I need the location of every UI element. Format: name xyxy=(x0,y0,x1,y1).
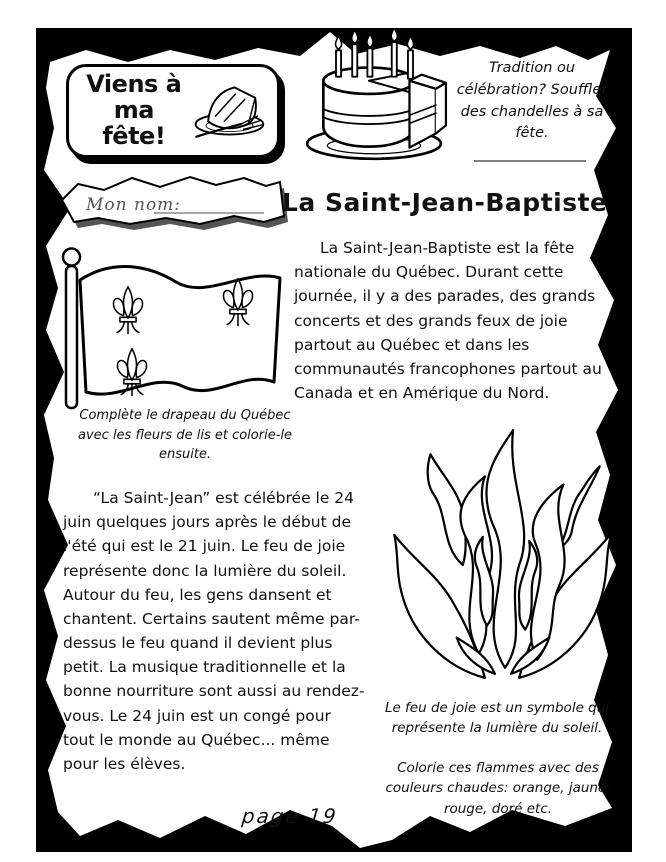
fire-caption: Le feu de joie est un symbole qui représente la lumière du soleil. xyxy=(384,700,610,737)
name-label: Mon nom: xyxy=(86,195,182,215)
cake-slice-icon xyxy=(189,71,271,151)
intro-paragraph: La Saint-Jean-Baptiste est la fête nationale du Québec. Durant cette journée, il y a des parades, des grands concerts et des grands feux de joie partout au Québec et dans les communautés francophones partout au Canada et en Amérique du Nord. xyxy=(294,239,602,403)
flag-caption: Complète le drapeau du Québec avec les fleurs de lis et colorie-le ensuite. xyxy=(78,408,292,462)
tradition-note: Tradition ou célébration? Souffler des chandelles à sa fête. xyxy=(456,60,608,142)
name-banner xyxy=(58,172,296,238)
badge-line1: Viens à xyxy=(86,70,182,99)
bonfire-icon xyxy=(366,414,638,696)
birthday-cake-icon xyxy=(298,28,450,170)
page-number: page 19 xyxy=(240,804,340,828)
party-invite-badge xyxy=(66,64,280,158)
page-title: La Saint-Jean-Baptiste xyxy=(282,188,608,217)
tradition-note-underline xyxy=(474,160,586,162)
badge-line2: ma fête! xyxy=(102,96,166,150)
fire-instruction: Colorie ces flammes avec des couleurs chaudes: orange, jaune, rouge, doré etc. xyxy=(385,760,611,817)
badge-text xyxy=(81,72,187,150)
body-paragraph: “La Saint-Jean” est célébrée le 24 juin quelques jours après le début de l'été qui est le 21 juin. Le feu de joie représente donc la lumière du soleil. Autour du feu, les gens dansent et chantent. Certains sautent même par-dessus le feu quand il devient plus petit. La musique traditionnelle et la bonne nourriture sont aussi au rendez-vous. Le 24 juin est un congé pour tout le monde au Québec... même pour les élèves. xyxy=(63,489,365,773)
quebec-flag-icon xyxy=(52,240,292,416)
